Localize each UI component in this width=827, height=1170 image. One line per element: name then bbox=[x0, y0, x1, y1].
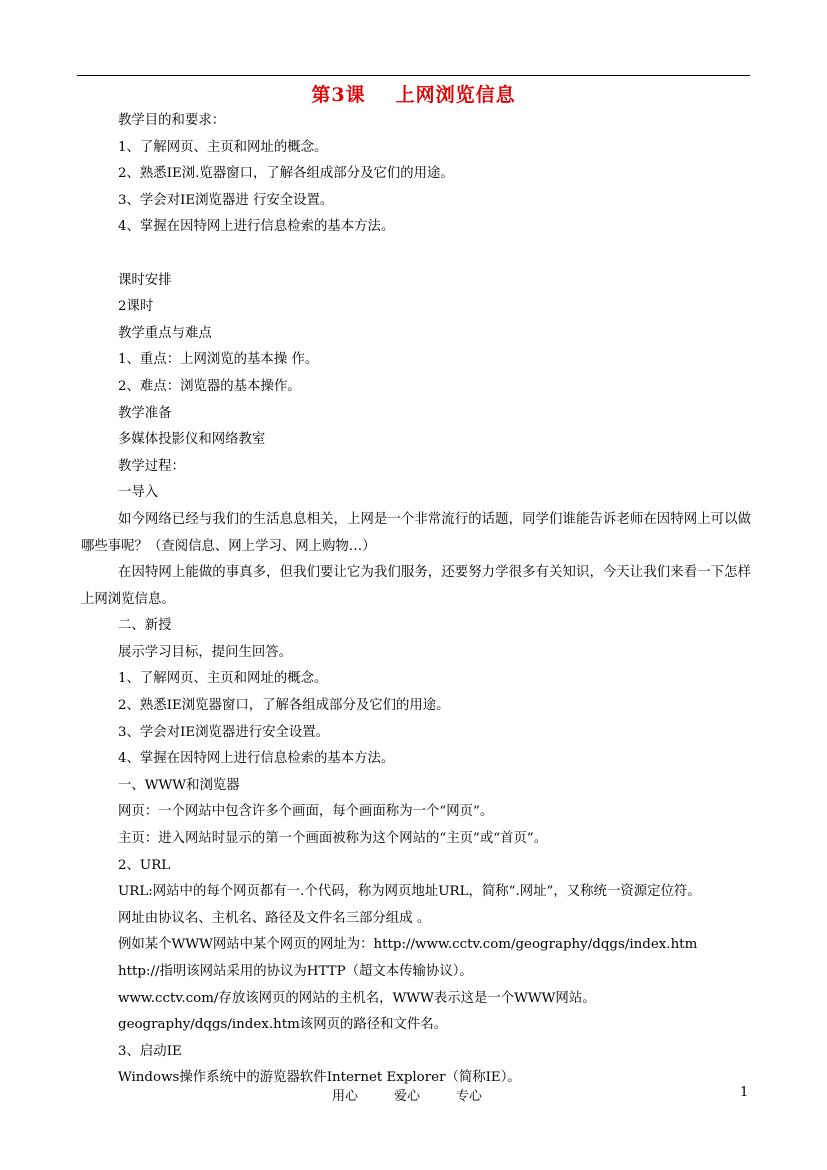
text-line: 一导入 bbox=[118, 485, 159, 501]
text-line: 3、学会对IE浏览器进 行安全设置。 bbox=[118, 192, 334, 208]
text-line: 2课时 bbox=[118, 299, 154, 315]
text-line: 3、学会对IE浏览器进行安全设置。 bbox=[118, 724, 330, 740]
footer-motto: 专心 bbox=[456, 1089, 483, 1104]
title-lesson-number: 第3课 bbox=[311, 84, 366, 106]
page-number: 1 bbox=[740, 1085, 749, 1100]
text-line: 教学过程： bbox=[118, 458, 185, 474]
text-line: geography/dqgs/index.htm该网页的路径和文件名。 bbox=[118, 1017, 448, 1033]
footer-motto: 爱心 bbox=[394, 1089, 421, 1104]
text-line: 2、熟悉IE浏.览器窗口，了解各组成部分及它们的用途。 bbox=[118, 166, 454, 182]
text-line: 4、掌握在因特网上进行信息检索的基本方法。 bbox=[118, 219, 395, 235]
page-title bbox=[0, 80, 827, 107]
text-line: 一、WWW和浏览器 bbox=[118, 777, 240, 793]
text-line: 4、掌握在因特网上进行信息检索的基本方法。 bbox=[118, 751, 395, 767]
text-line: 2、难点：浏览器的基本操作。 bbox=[118, 378, 301, 394]
text-line: 1、重点：上网浏览的基本操 作。 bbox=[118, 352, 319, 368]
paragraph-transition: 在因特网上能做的事真多，但我们要让它为我们服务，还要努力学很多有关知识，今天让我们来看一下怎样上网浏览信息。 bbox=[81, 565, 751, 607]
text-line: 网址由协议名、主机名、路径及文件名三部分组成 。 bbox=[118, 910, 431, 926]
text-line: 教学重点与难点 bbox=[118, 325, 212, 341]
text-line: 网页：一个网站中包含许多个画面，每个画面称为一个“网页”。 bbox=[118, 804, 494, 820]
text-line: 2、URL bbox=[118, 857, 171, 873]
text-line: 课时安排 bbox=[118, 272, 172, 288]
text-line: 展示学习目标，提问生回答。 bbox=[118, 644, 293, 660]
footer-mottos bbox=[332, 1085, 518, 1104]
title-lesson-name: 上网浏览信息 bbox=[395, 84, 516, 106]
document-body bbox=[81, 108, 751, 1092]
text-line: 教学目的和要求： bbox=[118, 113, 226, 128]
text-line: 1、了解网页、主页和网址的概念。 bbox=[118, 139, 328, 155]
text-line: 主页：进入网站时显示的第一个画面被称为这个网站的“主页”或“首页”。 bbox=[118, 831, 548, 847]
text-line: Windows操作系统中的游览器软件Internet Explorer（简称IE）。 bbox=[118, 1070, 521, 1086]
footer-motto: 用心 bbox=[332, 1089, 359, 1104]
text-line: URL:网站中的每个网页都有一.个代码，称为网页地址URL，简称“.网址”，又称统一资源定位符。 bbox=[118, 884, 701, 900]
text-line: http://指明该网站采用的协议为HTTP（超文本传输协议）。 bbox=[118, 964, 473, 979]
paragraph-intro: 如今网络已经与我们的生活息息相关，上网是一个非常流行的话题，同学们谁能告诉老师在因特网上可以做哪些事呢？（查阅信息、网上学习、网上购物…） bbox=[81, 511, 751, 554]
text-line: 例如某个WWW网站中某个网页的网址为：http://www.cctv.com/geography/dqgs/index.htm bbox=[118, 937, 698, 953]
text-line: 3、启动IE bbox=[118, 1043, 182, 1059]
text-line: 二、新授 bbox=[118, 618, 172, 634]
text-line: 1、了解网页、主页和网址的概念。 bbox=[118, 671, 328, 687]
text-line: 教学准备 bbox=[118, 405, 172, 421]
blank-line bbox=[81, 241, 751, 268]
text-line: 2、熟悉IE浏览器窗口，了解各组成部分及它们的用途。 bbox=[118, 698, 450, 714]
text-line: www.cctv.com/存放该网页的网站的主机名，WWW表示这是一个WWW网站。 bbox=[118, 990, 596, 1006]
header-rule bbox=[77, 75, 750, 76]
text-line: 多媒体投影仪和网络教室 bbox=[118, 432, 266, 448]
